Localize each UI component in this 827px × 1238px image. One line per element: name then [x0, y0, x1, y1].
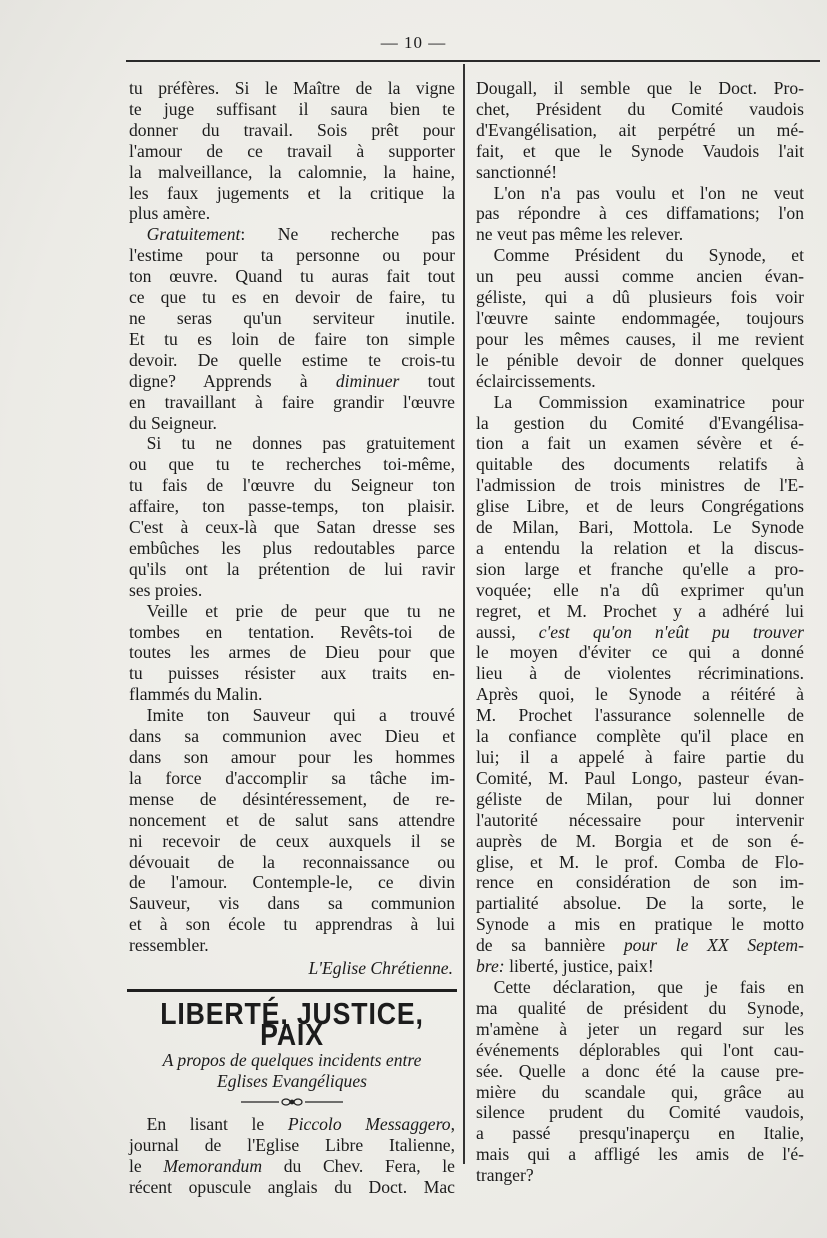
- text-line: mais qui a affligé les amis de l'é-: [476, 1144, 804, 1165]
- text-line: dans son amour pour les hommes: [129, 747, 455, 767]
- text-line: glise Libre, et de leurs Congrégations: [476, 496, 804, 517]
- text-line: silence prudent du Comité vaudois,: [476, 1102, 804, 1123]
- left-column: [129, 78, 455, 1197]
- text-line: ou que tu te recherches toi-même,: [129, 454, 455, 475]
- text-line: la confiance complète qu'il place en: [476, 726, 804, 747]
- paragraph: [129, 1114, 455, 1198]
- article-subheading: A propos de quelques incidents entre Eglises Evangéliques: [162, 1049, 422, 1091]
- text-line: tranger?: [476, 1165, 534, 1186]
- text-line: du Seigneur.: [129, 412, 217, 433]
- text-line: ma qualité de président du Synode,: [476, 997, 804, 1018]
- text-line: les faux jugements et la critique la: [129, 182, 455, 203]
- italic-term: Gratuitement: [146, 224, 241, 245]
- paragraph: [476, 392, 804, 977]
- paragraph: [129, 78, 455, 224]
- text-line: donner du travail. Sois prêt pour: [129, 119, 455, 140]
- text-line: dévouait de la reconnaissance ou: [129, 851, 455, 872]
- text-line: glise, et M. le prof. Comba de Flo-: [476, 851, 804, 872]
- text-line: l'autorité nécessaire pour intervenir: [476, 809, 804, 830]
- text-line: sion large et franche qu'elle a pro-: [476, 558, 804, 579]
- text-line: auprès de M. Borgia et de son é-: [476, 830, 804, 851]
- text-line: de sa bannière pour le XX Septem-: [476, 935, 804, 956]
- text-line: d'Evangélisation, ait perpétré un mé-: [476, 119, 804, 140]
- ornament-divider: [237, 1096, 347, 1108]
- text-line: en travaillant à faire grandir l'œuvre: [129, 391, 455, 412]
- text-line: de l'amour. Contemple-le, ce divin: [129, 872, 455, 893]
- text-line: Dougall, il semble que le Doct. Pro-: [476, 78, 804, 98]
- section-rule: [127, 989, 457, 992]
- column-divider: [463, 64, 465, 1164]
- text-line: Comité, M. Paul Longo, pasteur évan-: [476, 767, 804, 788]
- text-line: aussi, c'est qu'on n'eût pu trouver: [476, 621, 805, 642]
- paragraph: [476, 78, 804, 183]
- text-line: l'admission de trois ministres de l'E-: [476, 475, 804, 496]
- text-line: m'amène à jeter un regard sur les: [476, 1018, 804, 1039]
- text-line: Sauveur, vis dans sa communion: [129, 893, 455, 914]
- text-line: devoir. De quelle estime te crois-tu: [129, 349, 455, 370]
- text-line: un peu aussi comme ancien évan-: [476, 266, 804, 287]
- text-line: regret, et M. Prochet y a adhéré lui: [476, 600, 804, 621]
- text-line: flammés du Malin.: [129, 684, 263, 705]
- paragraph: [476, 977, 804, 1186]
- text-line: sée. Quelle a donc été la cause pre-: [476, 1060, 804, 1081]
- text-line: éclaircissements.: [476, 370, 596, 391]
- text-line: le pénible devoir de donner quelques: [476, 349, 804, 370]
- text-line: voquée; elle n'a dû exprimer qu'un: [476, 579, 804, 600]
- text-line: dans sa communion avec Dieu et: [129, 726, 455, 747]
- paragraph: [129, 224, 455, 433]
- text-line: embûches les plus redoutables parce: [129, 537, 455, 558]
- text-line: La Commission examinatrice pour: [493, 391, 804, 412]
- text-line: journal de l'Eglise Libre Italienne,: [129, 1134, 455, 1155]
- text-line: te juge suffisant il saura bien te: [129, 98, 455, 119]
- text-line: la malveillance, la calomnie, la haine,: [129, 161, 455, 182]
- text-line: Cette déclaration, que je fais en: [493, 976, 804, 997]
- text-line: ne seras qu'un serviteur inutile.: [129, 307, 455, 328]
- text-line: Synode a mis en pratique le motto: [476, 914, 804, 935]
- text-line: le moyen d'éviter ce qui a donné: [476, 642, 804, 663]
- article-signature: L'Eglise Chrétienne.: [308, 958, 453, 979]
- text-line: affaire, ton passe-temps, ton plaisir.: [129, 496, 455, 517]
- text-line: et à son école tu apprendras à lui: [129, 914, 455, 935]
- text-line: tu puisses résister aux traits en-: [129, 663, 455, 684]
- article-heading: LIBERTÉ, JUSTICE, PAIX: [160, 995, 424, 1052]
- text-line: Imite ton Sauveur qui a trouvé: [146, 705, 455, 726]
- text-line: ressembler.: [129, 935, 209, 956]
- text-line: sanctionné!: [476, 161, 558, 182]
- text-line: l'amour de ce travail à supporter: [129, 140, 455, 161]
- text-line: le Memorandum du Chev. Fera, le: [129, 1155, 455, 1176]
- text-line: l'œuvre sainte endommagée, toujours: [476, 307, 804, 328]
- paragraph: [129, 433, 455, 600]
- text-line: tu préfères. Si le Maître de la vigne: [129, 78, 455, 98]
- text-line: bre: liberté, justice, paix!: [476, 956, 654, 977]
- paragraph: [129, 705, 455, 956]
- header-rule: [126, 60, 820, 62]
- text-line: M. Prochet l'assurance solennelle de: [476, 705, 804, 726]
- text-line: ton œuvre. Quand tu auras fait tout: [129, 266, 455, 287]
- text-line: mière du scandale qui, grâce au: [476, 1081, 804, 1102]
- text-line: de Milan, Bari, Mottola. Le Synode: [476, 517, 804, 538]
- text-line: la gestion du Comité d'Evangélisa-: [476, 412, 804, 433]
- text-line: En lisant le Piccolo Messaggero,: [146, 1113, 456, 1134]
- text-line: la force d'accomplir sa tâche im-: [129, 767, 455, 788]
- text-line: mense de désintéressement, de re-: [129, 788, 455, 809]
- text-line: Et tu es loin de faire ton simple: [129, 328, 455, 349]
- text-line: tombes en tentation. Revêts-toi de: [129, 621, 455, 642]
- text-line: ses proies.: [129, 579, 203, 600]
- text-line: Après quoi, le Synode a réitéré à: [476, 684, 804, 705]
- text-line: géliste de Milan, pour lui donner: [476, 788, 804, 809]
- text-line: chet, Président du Comité vaudois: [476, 98, 804, 119]
- text-line: C'est à ceux-là que Satan dresse ses: [129, 517, 455, 538]
- text-line: pour les mêmes causes, il me revient: [476, 328, 804, 349]
- text-line: Comme Président du Synode, et: [493, 245, 804, 266]
- text-line: tu fais de l'œuvre du Seigneur ton: [129, 475, 455, 496]
- paragraph: [476, 245, 804, 391]
- text-line: qu'ils ont la prétention de lui ravir: [129, 558, 455, 579]
- text-line: plus amère.: [129, 203, 211, 224]
- text-line: lui; il a appelé à faire partie du: [476, 747, 804, 767]
- text-line: toutes les armes de Dieu pour que: [129, 642, 455, 663]
- text-line: noncement et de salut sans attendre: [129, 809, 455, 830]
- text-line: Gratuitement: Ne recherche pas: [146, 224, 455, 245]
- page-number: — 10 —: [380, 33, 447, 52]
- text-line: Veille et prie de peur que tu ne: [146, 600, 455, 621]
- text-line: a entendu la relation et la discus-: [476, 537, 804, 558]
- text-line: l'estime pour ta personne ou pour: [129, 245, 455, 266]
- text-line: partialité absolue. De la sorte, le: [476, 893, 804, 914]
- text-line: quitable des documents relatifs à: [476, 454, 804, 475]
- text-line: tion a fait un examen sévère et é-: [476, 433, 804, 454]
- text-line: ni recevoir de ceux auxquels il se: [129, 830, 455, 851]
- text-line: événements déplorables qui l'ont cau-: [476, 1039, 804, 1060]
- paragraph: [129, 601, 455, 706]
- text-line: digne? Apprends à diminuer tout: [129, 370, 455, 391]
- paragraph: [476, 183, 804, 246]
- text-line: ne veut pas même les relever.: [476, 224, 684, 245]
- text-line: géliste, qui a dû plusieurs fois voir: [476, 287, 804, 308]
- text-line: L'on n'a pas voulu et l'on ne veut: [493, 182, 804, 203]
- right-column: [476, 78, 804, 1186]
- text-line: lieu à de violentes récriminations.: [476, 663, 804, 684]
- text-line: ce que tu es en devoir de faire, tu: [129, 287, 455, 308]
- text-line: fait, et que le Synode Vaudois l'ait: [476, 140, 804, 161]
- text-line: pas répondre à ces diffamations; l'on: [476, 203, 804, 224]
- text-line: Si tu ne donnes pas gratuitement: [146, 433, 455, 454]
- text-line: a passé presqu'inaperçu en Italie,: [476, 1123, 804, 1144]
- text-line: récent opuscule anglais du Doct. Mac: [129, 1176, 455, 1197]
- text-line: rence en considération de son im-: [476, 872, 804, 893]
